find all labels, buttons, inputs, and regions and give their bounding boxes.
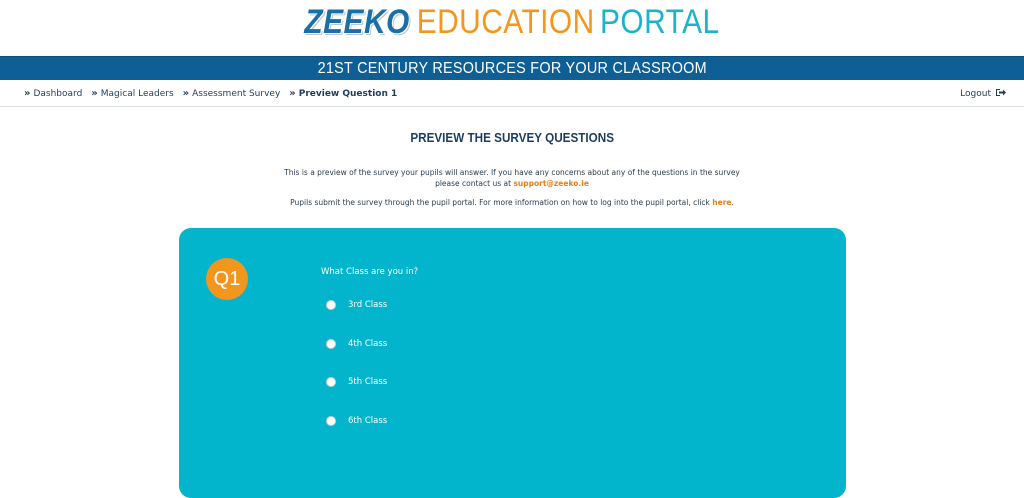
radio-button[interactable] [326,300,336,310]
tagline-banner [0,56,1024,80]
sign-out-icon [996,88,1006,100]
site-logo[interactable] [61,2,962,42]
option-4th-class[interactable] [326,339,387,349]
site-header [0,0,1024,56]
question-text: What Class are you in? [321,267,419,277]
question-card [179,228,846,498]
question-number-badge: Q1 [206,258,248,300]
logo-portal: PORTAL [599,3,720,41]
radio-button[interactable] [326,416,336,426]
breadcrumb-bar [0,80,1024,107]
option-label: 5th Class [348,377,388,387]
double-chevron-right-icon: » [91,88,96,99]
double-chevron-right-icon: » [289,88,294,99]
page-title: PREVIEW THE SURVEY QUESTIONS [410,130,614,145]
option-6th-class[interactable] [326,416,387,426]
radio-button[interactable] [326,377,336,387]
radio-button[interactable] [326,339,336,349]
here-link[interactable]: here [712,198,732,207]
logout-label: Logout [960,89,991,99]
breadcrumb-magical-leaders[interactable] [91,88,173,99]
breadcrumb-label: Preview Question 1 [298,88,398,99]
logo-education: EDUCATION [416,3,595,41]
breadcrumb-dashboard[interactable] [24,88,82,99]
intro-line-1: This is a preview of the survey your pupils will answer. If you have any concerns about any of the questions in the survey [284,168,740,177]
intro-text [0,167,1024,189]
logo-zeeko: ZEEKO [304,3,410,41]
option-label: 3rd Class [348,300,388,310]
option-3rd-class[interactable] [326,300,387,310]
logout-button[interactable] [960,88,1006,100]
tagline-text: 21ST CENTURY RESOURCES FOR YOUR CLASSROOM [317,60,707,77]
breadcrumb-label: Magical Leaders [100,88,174,99]
breadcrumb [24,88,406,99]
breadcrumb-label: Dashboard [33,88,83,99]
breadcrumb-preview-question [289,88,397,99]
breadcrumb-label: Assessment Survey [192,88,281,99]
support-email-link[interactable]: support@zeeko.ie [513,179,589,188]
double-chevron-right-icon: » [182,88,188,99]
intro-line-2: please contact us at support@zeeko.ie [435,179,589,188]
option-5th-class[interactable] [326,377,387,387]
double-chevron-right-icon: » [24,88,29,99]
portal-info-text: Pupils submit the survey through the pupil portal. For more information on how to log into the pupil portal, click here. [290,198,734,207]
option-label: 6th Class [348,416,388,426]
option-label: 4th Class [348,339,388,349]
breadcrumb-assessment-survey[interactable] [183,88,281,99]
